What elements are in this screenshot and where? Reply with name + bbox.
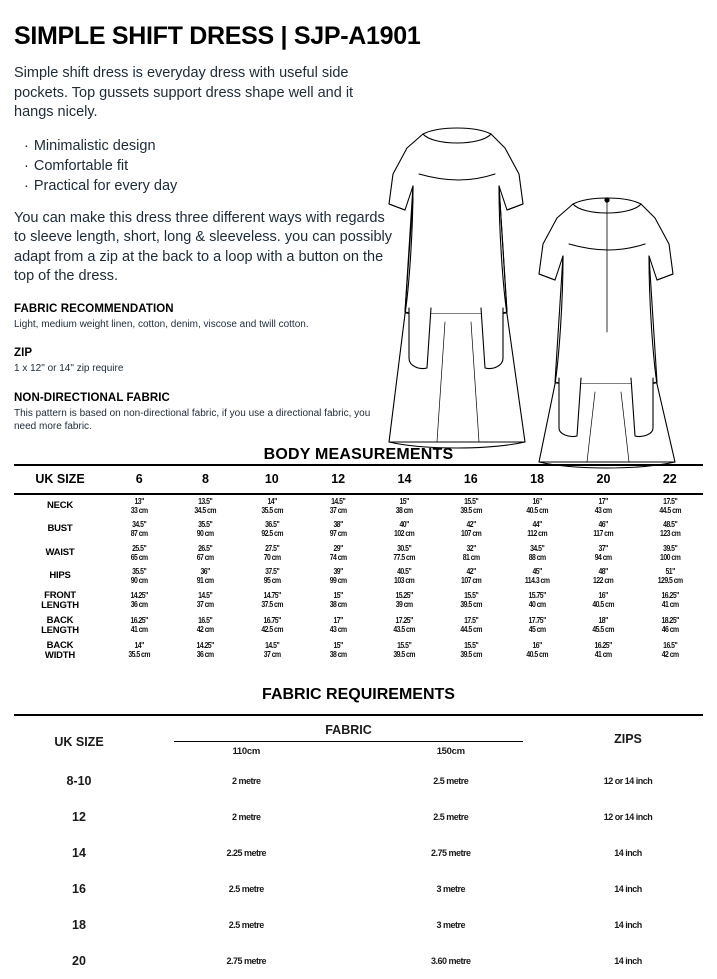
body-measurements-body <box>14 494 703 664</box>
measurement-cell: 39" 99 cm <box>305 565 371 589</box>
measurement-cell: 16.5" 42 cm <box>637 639 703 664</box>
fabric-150-cell: 3.60 metre <box>349 943 554 979</box>
zip-cell: 14 inch <box>553 835 703 871</box>
body-measurements-title: BODY MEASUREMENTS <box>14 446 703 464</box>
measurement-cell: 16.25" 41 cm <box>570 639 636 664</box>
size-header-20: 20 <box>570 465 636 494</box>
section-body: 1 x 12" or 14" zip require <box>14 362 396 376</box>
table-row <box>14 494 703 519</box>
uk-size-header: UK SIZE <box>14 715 144 764</box>
table-row <box>14 565 703 589</box>
measurement-cell: 14.75" 37.5 cm <box>239 589 305 614</box>
measurement-cell: 34.5" 88 cm <box>504 542 570 566</box>
measurement-cell: 25.5" 65 cm <box>106 542 172 566</box>
fabric-110-cell: 2.25 metre <box>144 835 349 871</box>
measurement-cell: 40" 102 cm <box>371 518 437 542</box>
table-row <box>14 763 703 799</box>
measurement-cell: 16.25" 41 cm <box>637 589 703 614</box>
measurement-cell: 15" 38 cm <box>305 589 371 614</box>
fabric-110-cell: 2.5 metre <box>144 871 349 907</box>
row-label: BACK WIDTH <box>14 639 106 664</box>
list-item <box>14 136 396 156</box>
measurement-cell: 18.25" 46 cm <box>637 614 703 639</box>
fabric-110-cell: 2 metre <box>144 799 349 835</box>
zip-cell: 14 inch <box>553 907 703 943</box>
size-header-14: 14 <box>371 465 437 494</box>
measurement-cell: 51" 129.5 cm <box>637 565 703 589</box>
measurement-cell: 48" 122 cm <box>570 565 636 589</box>
table-row <box>14 799 703 835</box>
table-row <box>14 614 703 639</box>
intro-paragraph-1: Simple shift dress is everyday dress with useful side pockets. Top gussets support dress shape well and it hangs nicely. <box>14 64 396 123</box>
size-header-16: 16 <box>438 465 504 494</box>
zip-cell: 12 or 14 inch <box>553 763 703 799</box>
measurement-cell: 13" 33 cm <box>106 494 172 519</box>
measurement-cell: 16" 40.5 cm <box>504 639 570 664</box>
dress-technical-drawing <box>379 112 699 492</box>
measurement-cell: 37" 94 cm <box>570 542 636 566</box>
bullet-label: Practical for every day <box>34 178 177 194</box>
measurement-cell: 40.5" 103 cm <box>371 565 437 589</box>
measurement-cell: 37.5" 95 cm <box>239 565 305 589</box>
measurement-cell: 46" 117 cm <box>570 518 636 542</box>
size-header-18: 18 <box>504 465 570 494</box>
measurement-cell: 27.5" 70 cm <box>239 542 305 566</box>
bullet-dot-icon: · <box>24 138 29 154</box>
table-row <box>14 871 703 907</box>
row-label: NECK <box>14 494 106 519</box>
measurement-cell: 14.5" 37 cm <box>172 589 238 614</box>
measurement-cell: 13.5" 34.5 cm <box>172 494 238 519</box>
feature-bullet-list <box>14 136 396 196</box>
size-header-22: 22 <box>637 465 703 494</box>
measurement-cell: 38" 97 cm <box>305 518 371 542</box>
measurement-cell: 36.5" 92.5 cm <box>239 518 305 542</box>
row-label: WAIST <box>14 542 106 566</box>
fabric-110-cell: 2.5 metre <box>144 907 349 943</box>
table-row <box>14 518 703 542</box>
measurement-cell: 16.5" 42 cm <box>172 614 238 639</box>
fabric-150-cell: 3 metre <box>349 907 554 943</box>
fabric-requirements-section <box>14 686 703 979</box>
measurement-cell: 42" 107 cm <box>438 565 504 589</box>
measurement-cell: 16.75" 42.5 cm <box>239 614 305 639</box>
measurement-cell: 34.5" 87 cm <box>106 518 172 542</box>
measurement-cell: 14.25" 36 cm <box>172 639 238 664</box>
measurement-cell: 14.5" 37 cm <box>305 494 371 519</box>
table-row <box>14 639 703 664</box>
fabric-150-cell: 2.75 metre <box>349 835 554 871</box>
zips-header: ZIPS <box>553 715 703 764</box>
measurement-cell: 16" 40.5 cm <box>570 589 636 614</box>
fabric-group-header-cell <box>144 715 553 743</box>
section-body: Light, medium weight linen, cotton, denim, viscose and twill cotton. <box>14 318 396 332</box>
size-cell: 12 <box>14 799 144 835</box>
section-body: This pattern is based on non-directional fabric, if you use a directional fabric, you need more fabric. <box>14 407 384 434</box>
measurement-cell: 15.75" 40 cm <box>504 589 570 614</box>
measurement-cell: 14.5" 37 cm <box>239 639 305 664</box>
table-header-row <box>14 715 703 743</box>
section-heading: ZIP <box>14 347 396 359</box>
fabric-requirements-body <box>14 763 703 979</box>
fabric-150-cell: 3 metre <box>349 871 554 907</box>
zip-section <box>14 347 396 376</box>
row-label: BUST <box>14 518 106 542</box>
zip-cell: 14 inch <box>553 943 703 979</box>
measurement-cell: 15.25" 39 cm <box>371 589 437 614</box>
bullet-label: Comfortable fit <box>34 158 128 174</box>
measurement-cell: 17.5" 44.5 cm <box>438 614 504 639</box>
button-icon <box>604 197 609 202</box>
measurement-cell: 29" 74 cm <box>305 542 371 566</box>
measurement-cell: 42" 107 cm <box>438 518 504 542</box>
size-cell: 8-10 <box>14 763 144 799</box>
fabric-width-150-header: 150cm <box>349 742 554 763</box>
measurement-cell: 17.75" 45 cm <box>504 614 570 639</box>
intro-text-column <box>14 64 396 434</box>
measurement-cell: 14" 35.5 cm <box>106 639 172 664</box>
measurement-cell: 15.5" 39.5 cm <box>438 589 504 614</box>
zip-cell: 14 inch <box>553 871 703 907</box>
measurement-cell: 16.25" 41 cm <box>106 614 172 639</box>
measurement-cell: 48.5" 123 cm <box>637 518 703 542</box>
measurement-cell: 17.25" 43.5 cm <box>371 614 437 639</box>
bullet-label: Minimalistic design <box>34 138 156 154</box>
table-row <box>14 943 703 979</box>
measurement-cell: 17" 43 cm <box>305 614 371 639</box>
list-item <box>14 176 396 196</box>
row-label: BACK LENGTH <box>14 614 106 639</box>
fabric-requirements-title: FABRIC REQUIREMENTS <box>14 686 703 704</box>
table-row <box>14 542 703 566</box>
zip-cell: 12 or 14 inch <box>553 799 703 835</box>
bullet-dot-icon: · <box>24 158 29 174</box>
measurement-cell: 35.5" 90 cm <box>106 565 172 589</box>
non-directional-fabric-section <box>14 392 396 434</box>
table-row <box>14 589 703 614</box>
size-header-6: 6 <box>106 465 172 494</box>
section-heading: NON-DIRECTIONAL FABRIC <box>14 392 396 404</box>
dress-front-view <box>389 128 525 448</box>
size-cell: 18 <box>14 907 144 943</box>
page-title: SIMPLE SHIFT DRESS | SJP-A1901 <box>14 0 703 51</box>
measurement-cell: 32" 81 cm <box>438 542 504 566</box>
measurement-cell: 15" 38 cm <box>371 494 437 519</box>
measurement-cell: 44" 112 cm <box>504 518 570 542</box>
measurement-cell: 30.5" 77.5 cm <box>371 542 437 566</box>
dress-back-view <box>539 197 675 468</box>
section-heading: FABRIC RECOMMENDATION <box>14 303 396 315</box>
fabric-recommendation-section <box>14 303 396 332</box>
measurement-cell: 26.5" 67 cm <box>172 542 238 566</box>
measurement-cell: 39.5" 100 cm <box>637 542 703 566</box>
body-measurements-table <box>14 464 703 664</box>
measurement-cell: 15.5" 39.5 cm <box>438 494 504 519</box>
measurement-cell: 36" 91 cm <box>172 565 238 589</box>
size-cell: 16 <box>14 871 144 907</box>
size-cell: 14 <box>14 835 144 871</box>
fabric-110-cell: 2 metre <box>144 763 349 799</box>
measurement-cell: 15.5" 39.5 cm <box>371 639 437 664</box>
measurement-cell: 18" 45.5 cm <box>570 614 636 639</box>
row-label: HIPS <box>14 565 106 589</box>
fabric-requirements-table <box>14 714 703 979</box>
fabric-150-cell: 2.5 metre <box>349 763 554 799</box>
table-row <box>14 907 703 943</box>
uk-size-header: UK SIZE <box>14 465 106 494</box>
fabric-150-cell: 2.5 metre <box>349 799 554 835</box>
size-header-12: 12 <box>305 465 371 494</box>
measurement-cell: 14.25" 36 cm <box>106 589 172 614</box>
size-header-10: 10 <box>239 465 305 494</box>
size-cell: 20 <box>14 943 144 979</box>
measurement-cell: 35.5" 90 cm <box>172 518 238 542</box>
row-label: FRONT LENGTH <box>14 589 106 614</box>
list-item <box>14 156 396 176</box>
measurement-cell: 16" 40.5 cm <box>504 494 570 519</box>
fabric-110-cell: 2.75 metre <box>144 943 349 979</box>
measurement-cell: 45" 114.3 cm <box>504 565 570 589</box>
measurement-cell: 15" 38 cm <box>305 639 371 664</box>
size-header-8: 8 <box>172 465 238 494</box>
intro-paragraph-2: You can make this dress three different ways with regards to sleeve length, short, long & sleeveless. you can possibly adapt from a zip at the back to a loop with a button on the top of the dress. <box>14 209 396 287</box>
fabric-width-110-header: 110cm <box>144 742 349 763</box>
measurement-cell: 14" 35.5 cm <box>239 494 305 519</box>
measurement-cell: 17.5" 44.5 cm <box>637 494 703 519</box>
fabric-group-label: FABRIC <box>144 716 553 739</box>
measurement-cell: 15.5" 39.5 cm <box>438 639 504 664</box>
measurement-cell: 17" 43 cm <box>570 494 636 519</box>
bullet-dot-icon: · <box>24 178 29 194</box>
intro-section <box>14 64 703 434</box>
table-row <box>14 835 703 871</box>
